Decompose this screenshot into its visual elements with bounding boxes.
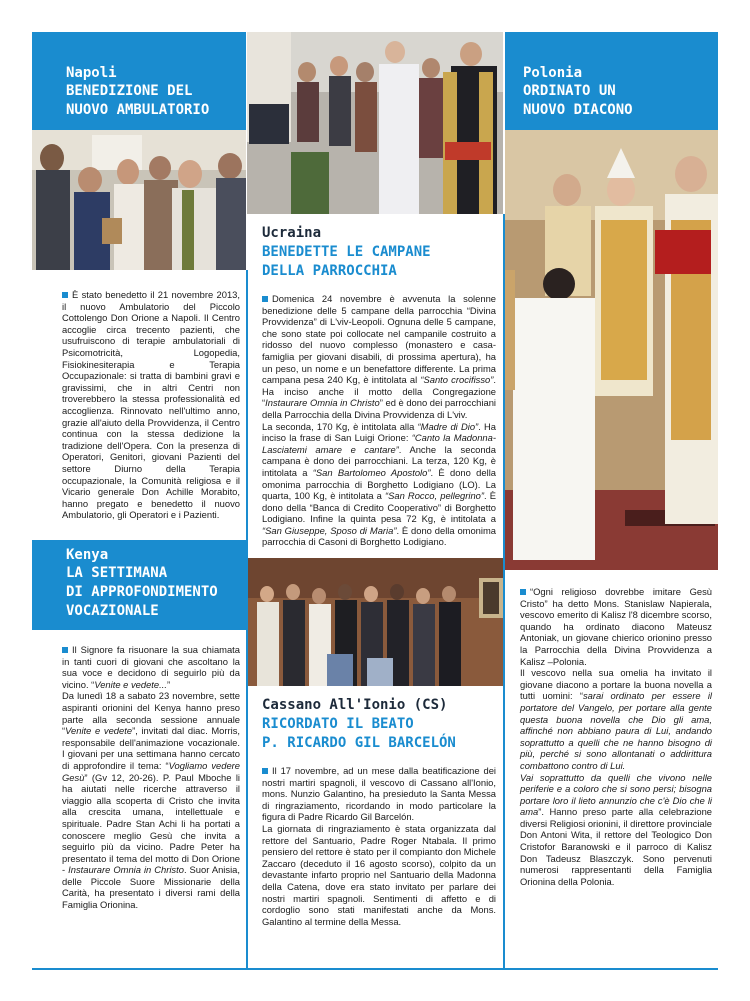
polonia-text-italic: Vai soprattutto da quelli che vivono nelle periferie e a coloro che si sono persi; bisogna portare loro il lieto annunzio che c'è Dio che li ama [520,771,712,818]
polonia-body [520,586,712,887]
column-divider-right [503,214,505,970]
bullet-square-icon [62,292,68,298]
kenya-text: Da lunedì 18 a sabato 23 novembre, sette aspiranti orionini del Kenya hanno preso parte alla seconda sessione annuale “ [62,690,240,737]
ucraina-title-line-2: DELLA PARROCCHIA [262,263,397,279]
column-divider-left [246,270,248,970]
ucraina-heading [262,224,498,281]
napoli-body [62,289,240,521]
ucraina-text: . È dono della omonima parrocchia di Borghetto Lodigiano (LO). La quarta, 100 Kg, è intitolata a [262,466,496,502]
ucraina-text: ” ed è dono dei parrocchiani della Parrocchia della Divina Provvidenza di L'viv. [262,397,496,420]
kenya-title-line-2: DI APPROFONDIMENTO [66,584,218,600]
cassano-body [262,765,496,927]
kenya-text: ” (Gv 12, 20-26). P. Paul Mboche li ha aiutati nelle ricerche attraverso il viaggio alla scoperta di Cristo che invita alla crescita umana, intellettuale e spirituale. Padre Stan Achi li ha portati a conoscere meglio Gesù che invita a seguirlo più da vicino. Padre Peter ha presentato il tema del motto di Don Orione - [62,771,240,876]
napoli-title-line-2: NUOVO AMBULATORIO [66,102,210,118]
kenya-text-italic: Venite e vedete [65,725,133,737]
polonia-text-italic: sarai ordinato per essere il portatore del Vangelo, per portare alla gente questa buona novella che Dio gli ama, affinché non abbiano paura di Lui, andando soprattutto a quelli che ne hanno bisogno di più, perché si sono allontanati o addirittura combattono contro di Lui. [520,690,712,771]
bullet-square-icon [262,296,268,302]
bullet-square-icon [262,768,268,774]
cassano-heading [262,696,498,753]
ucraina-text: . Ha inciso anche il motto della Congregazione “ [262,374,496,409]
polonia-photo [505,130,718,570]
ucraina-place: Ucraina [262,225,322,241]
kenya-header-band [32,540,246,630]
cassano-title-line-2: P. RICARDO GIL BARCELÓN [262,735,456,751]
polonia-title-line-2: NUOVO DIACONO [523,102,633,118]
polonia-header-band [505,32,718,130]
kenya-title-line-3: VOCAZIONALE [66,603,159,619]
ucraina-text: . Anche la seconda campana è dono dei parrocchiani. La terza, 120 Kg, è intitolata a [262,443,496,478]
napoli-title-line-1: BENEDIZIONE DEL [66,83,193,99]
cassano-text: Il 17 novembre, ad un mese dalla beatificazione dei nostri martiri spagnoli, il vescovo di Cassano all'Ionio, mons. Nunzio Galantino, ha presieduto la Santa Messa di ringraziamento, ricordando in modo particolare la figura di Padre Ricardo Gil Barcelón. [262,765,496,823]
kenya-text: ”, invitati dal diac. Morris, responsabile dell'animazione vocazionale. I giovani per una settimana hanno cercato di approfondire il tema: “ [62,725,240,771]
ucraina-title-line-1: BENEDETTE LE CAMPANE [262,244,431,260]
kenya-text: Il Signore fa risuonare la sua chiamata in tanti cuori di giovani che ascoltano la sua voce e decidono di seguirlo più da vicino. “ [62,644,240,690]
cassano-title-line-1: RICORDATO IL BEATO [262,716,414,732]
ucraina-text-italic: “Canto la Madonna-Lasciatemi amare e cantare” [262,432,496,455]
bullet-square-icon [62,647,68,653]
napoli-body-text: È stato benedetto il 21 novembre 2013, il nuovo Ambulatorio del Piccolo Cottolengo Don Orione a Napoli. Il Centro accoglie circa trecento pazienti, che usufruiscono di terapie ambulatoriali di Psicomotricità, Logopedia, Fisiokinesiterapia e Terapia Occupazionale: si tratta di bambini gravi e gravissimi, che in altri Centri non troverebbero la stessa professionalità ed accoglienza. Rinnovato nell'ultimo anno, grazie all'aiuto della Provvidenza, il Centro continua con la stessa dedizione la tradizione dell'Opera. Con la presenza di Operatori, Genitori, giovani Pazienti del settore Diurno della Terapia occupazionale, la Comunità religiosa e il Vicario generale Don Achille Morabito, hanno pregato e benedetto il nuovo Ambulatorio, gli Operatori e i Pazienti. [62,289,240,521]
cassano-text: La giornata di ringraziamento è stata organizzata dal rettore del Santuario, Padre Roger Ntabala. Il primo pensiero del rettore è stato per il compianto don Michele Zaccaro (deceduto il 16 agosto scorso), colpito da un devastante infarto proprio nel Santuario della Madonna della Catena, dove era stato invitato per parlare dei nostri martiri spagnoli. Sentimenti di affetto e di cordoglio sono stati manifestati anche da Mons. Galantino al termine della Messa. [262,822,496,927]
kenya-body [62,644,240,911]
kenya-text-italic: Venite e vedete... [94,678,167,690]
ucraina-text: . È dono della omonima parrocchia di Casoni di Borghetto Lodigiano. [262,524,496,548]
polonia-text: “Ogni religioso dovrebbe imitare Gesù Cristo” ha detto Mons. Stanislaw Napierala, vescovo emerito di Kalisz l'8 dicembre scorso, quando ha ordinato diacono Mateusz Antoniak, un giovane chierico orionino presso la Parrocchia della Divina Provvidenza a Kalisz –Polonia. [520,586,712,667]
polonia-text: ”. Hanno preso parte alla celebrazione diversi Religiosi orionini, il direttore provinciale Don Antoni Wita, il rettore del Teologico Don Cristofor Baranowski e il parroco di Kalisz Don Tadeusz Blaszczyk. Sono pervenuti numerosi rappresentanti della Famiglia Orionina della Polonia. [520,806,712,887]
ucraina-text: . Ha inciso la frase di San Luigi Orione: [262,420,496,444]
ucraina-text-italic: “Madre di Dio” [417,420,479,432]
napoli-place: Napoli [66,65,117,81]
ucraina-photo [247,32,503,214]
polonia-place: Polonia [523,65,583,81]
kenya-title-line-1: LA SETTIMANA [66,565,168,581]
polonia-text: Il vescovo nella sua omelia ha invitato il giovane diacono a portare la buona novella a tutti uomini: “ [520,667,712,702]
ucraina-text: La seconda, 170 Kg, è intitolata alla [262,420,418,432]
napoli-header-band [32,32,246,130]
cassano-place: Cassano All'Ionio (CS) [262,697,448,713]
ucraina-text: . È dono della “Banca di Credito Cooperativo” di Borghetto Lodigiano. Infine la quinta pesa 72 Kg, è intitolata a [262,490,496,525]
cassano-photo [247,558,503,686]
ucraina-text-italic: “San Bartolomeo Apostolo” [312,466,431,478]
bullet-square-icon [520,589,526,595]
ucraina-text-italic: “Santo crocifisso” [420,374,494,386]
bottom-rule [32,968,718,970]
ucraina-text: Domenica 24 novembre è avvenuta la solenne benedizione delle 5 campane della parrocchia “Divina Provvidenza” di L'viv-Leopoli. Ognuna delle 5 campane, che sono state poi collocate nel campanile costruito a ridosso del nuovo complesso (monastero e casa-famiglia per giovani disabili, di prossima apertura), ha un peso, un nome e un benefattore differente. La prima campana pesa 240 Kg, è intitolata al [262,293,496,386]
napoli-photo [32,130,246,270]
kenya-place: Kenya [66,547,109,563]
ucraina-text-italic: “San Rocco, pellegrino” [385,490,485,502]
ucraina-text-italic: “San Giuseppe, Sposo di Maria” [262,524,397,536]
kenya-text: ” [166,678,171,690]
polonia-title-line-1: ORDINATO UN [523,83,616,99]
kenya-text-italic: Instaurare Omnia in Christo [68,864,184,876]
ucraina-text-italic: Instaurare Omnia in Christo [265,397,380,409]
kenya-text-italic: Vogliamo vedere Gesù [62,759,240,783]
kenya-text: . Suor Anisia, delle Piccole Suore Missionarie della Carità, ha presentato i diversi rami della Famiglia Orionina. [62,864,240,911]
ucraina-body [262,293,496,548]
